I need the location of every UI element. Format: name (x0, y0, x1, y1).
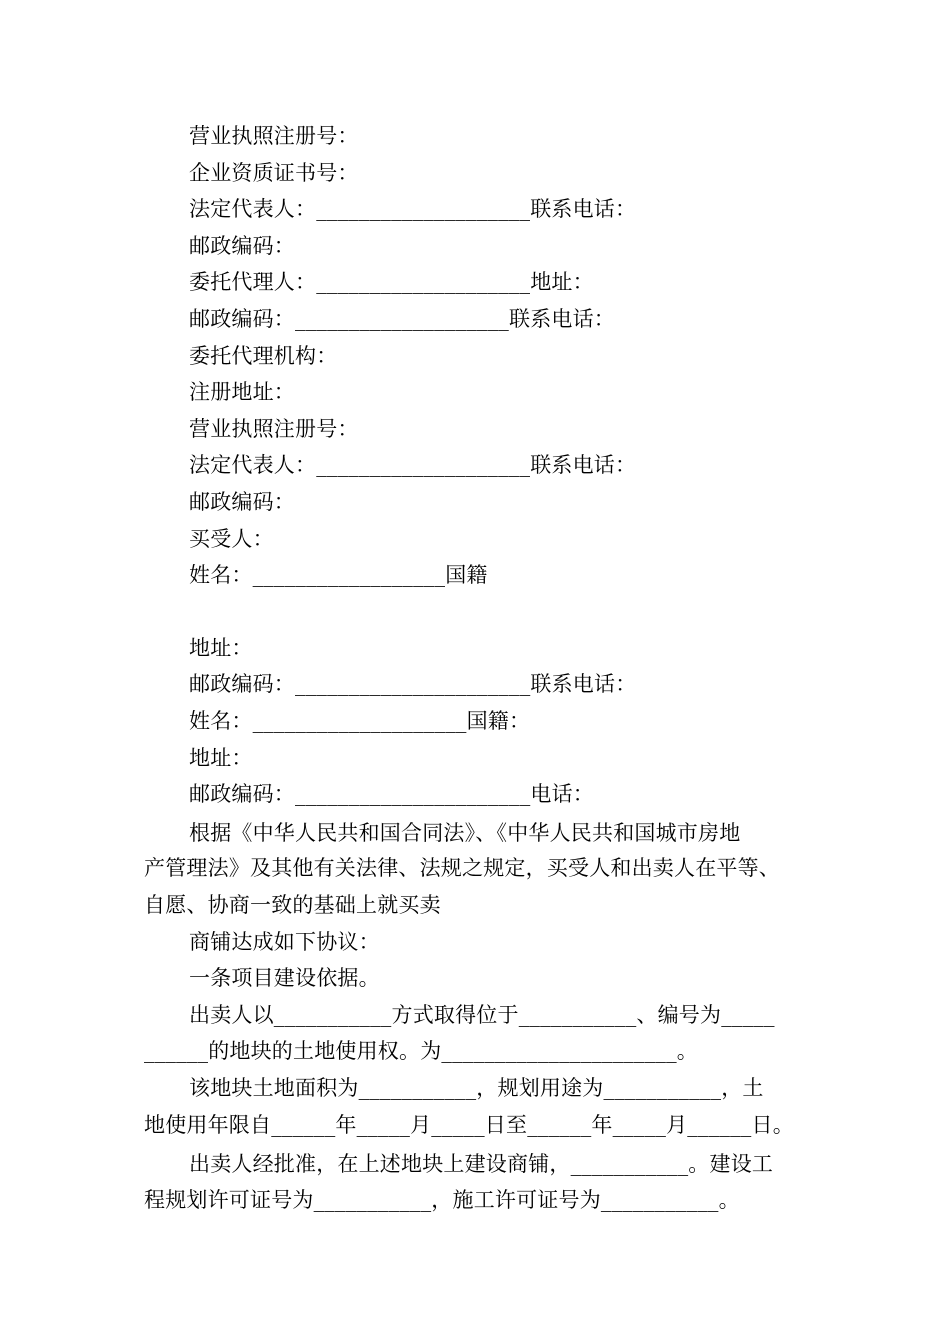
buyer-heading: 买受人： (189, 527, 274, 551)
agency-line: 委托代理机构： (189, 344, 338, 368)
buyer-name-line-2: 姓名：____________________国籍： (189, 709, 531, 733)
buyer-postcode-line-2: 邮政编码：______________________电话： (189, 782, 594, 806)
buyer-name-line-1: 姓名：__________________国籍 (189, 563, 488, 587)
article-1-p3-line-1: 出卖人经批准，在上述地块上建设商铺，___________。建设工 (189, 1152, 774, 1176)
agency-legal-rep-line: 法定代表人：____________________联系电话： (189, 453, 637, 477)
article-1-p2-line-2: 地使用年限自______年_____月_____日至______年_____月______日。 (144, 1113, 794, 1137)
preamble-line-2: 产管理法》及其他有关法律、法规之规定，买受人和出卖人在平等、 (144, 856, 780, 880)
buyer-address-line-2: 地址： (189, 746, 253, 770)
postcode-line: 邮政编码： (189, 234, 295, 258)
agent-postcode-line: 邮政编码：____________________联系电话： (189, 307, 615, 331)
legal-rep-line: 法定代表人：____________________联系电话： (189, 197, 637, 221)
article-1-p2-line-1: 该地块土地面积为___________，规划用途为___________，土 (189, 1076, 764, 1100)
business-license-line: 营业执照注册号： (189, 124, 359, 148)
preamble-line-1: 根据《中华人民共和国合同法》、《中华人民共和国城市房地 (189, 821, 741, 845)
registered-address-line: 注册地址： (189, 380, 295, 404)
preamble-line-3: 自愿、协商一致的基础上就买卖 (144, 893, 441, 917)
article-1-p1-line-2: ______的地块的土地使用权。为______________________。 (144, 1039, 698, 1063)
qualification-cert-line: 企业资质证书号： (189, 161, 359, 185)
agency-postcode-line: 邮政编码： (189, 490, 295, 514)
article-1-title: 一条项目建设依据。 (189, 966, 380, 990)
buyer-postcode-line-1: 邮政编码：______________________联系电话： (189, 672, 637, 696)
preamble-line-4: 商铺达成如下协议： (189, 930, 380, 954)
agency-business-license-line: 营业执照注册号： (189, 417, 359, 441)
buyer-address-line-1: 地址： (189, 636, 253, 660)
article-1-p3-line-2: 程规划许可证号为___________，施工许可证号为___________。 (144, 1188, 740, 1212)
agent-line: 委托代理人：____________________地址： (189, 270, 594, 294)
article-1-p1-line-1: 出卖人以___________方式取得位于___________、编号为_____ (189, 1003, 775, 1027)
